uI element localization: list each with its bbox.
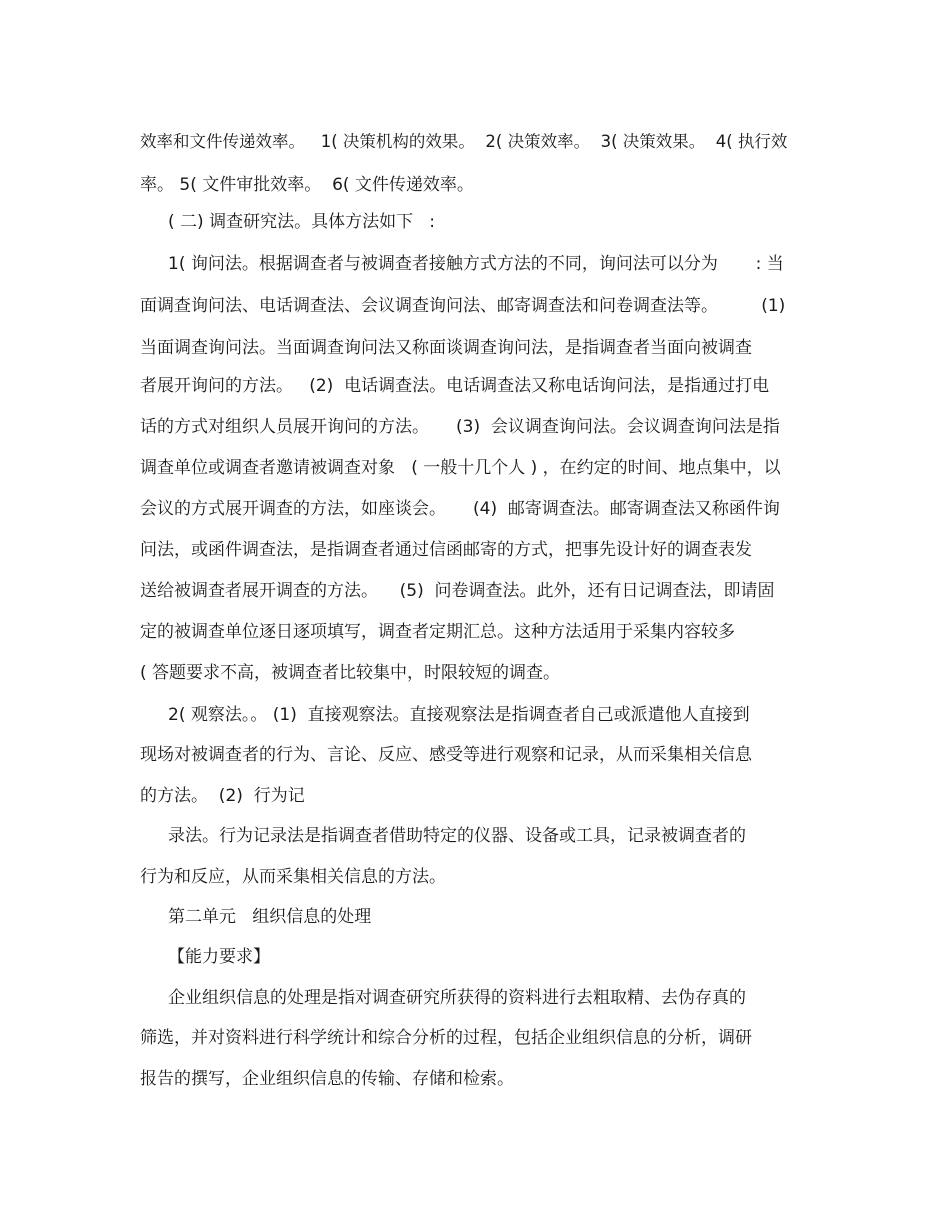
text-line: 送给被调查者展开调查的方法。 (5) 问卷调查法。此外，还有日记调查法，即请固 xyxy=(140,581,775,601)
text-line: 企业组织信息的处理是指对调查研究所获得的资料进行去粗取精、去伪存真的 xyxy=(168,988,746,1008)
text-line: 筛选，并对资料进行科学统计和综合分析的过程，包括企业组织信息的分析，调研 xyxy=(140,1028,752,1048)
requirement-heading: 【能力要求】 xyxy=(168,947,270,967)
text-line: 会议的方式展开调查的方法，如座谈会。 (4) 邮寄调查法。邮寄调查法又称函件询 xyxy=(140,499,780,519)
text-line: 效率和文件传递效率。 1( 决策机构的效果。 2( 决策效率。 3( 决策效果。 4( 执行效 xyxy=(140,132,788,151)
text-line: 现场对被调查者的行为、言论、反应、感受等进行观察和记录，从而采集相关信息 xyxy=(140,745,752,765)
text-line: 的方法。 (2) 行为记 xyxy=(140,786,305,806)
unit-heading: 第二单元 组织信息的处理 xyxy=(168,907,372,927)
text-line: 行为和反应，从而采集相关信息的方法。 xyxy=(140,867,446,887)
text-line: 者展开询问的方法。 (2) 电话调查法。电话调查法又称电话询问法，是指通过打电 xyxy=(140,376,770,396)
text-line: ( 答题要求不高，被调查者比较集中，时限较短的调查。 xyxy=(140,663,561,683)
text-line: 话的方式对组织人员展开询问的方法。 (3) 会议调查询问法。会议调查询问法是指 xyxy=(140,417,780,437)
text-line: 调查单位或调查者邀请被调查对象 ( 一般十几个人 ) ，在约定的时间、地点集中，以 xyxy=(140,458,781,478)
text-line: 当面调查询问法。当面调查询问法又称面谈调查询问法，是指调查者当面向被调查 xyxy=(140,338,752,358)
text-line: 问法，或函件调查法，是指调查者通过信函邮寄的方式，把事先设计好的调查表发 xyxy=(140,540,752,560)
text-line: 2( 观察法。。 (1) 直接观察法。直接观察法是指调查者自己或派遣他人直接到 xyxy=(168,705,750,725)
text-line: 面调查询问法、电话调查法、会议调查询问法、邮寄调查法和问卷调查法等。 (1) xyxy=(140,296,786,316)
text-line: 录法。行为记录法是指调查者借助特定的仪器、设备或工具，记录被调查者的 xyxy=(168,826,746,846)
section-heading: ( 二) 调查研究法。具体方法如下 : xyxy=(168,212,436,232)
text-line: 1( 询问法。根据调查者与被调查者接触方式方法的不同，询问法可以分为 : 当 xyxy=(168,254,784,274)
text-line: 率。 5( 文件审批效率。 6( 文件传递效率。 xyxy=(140,175,474,195)
text-line: 报告的撰写，企业组织信息的传输、存储和检索。 xyxy=(140,1069,514,1089)
text-line: 定的被调查单位逐日逐项填写，调查者定期汇总。这种方法适用于采集内容较多 xyxy=(140,622,735,642)
